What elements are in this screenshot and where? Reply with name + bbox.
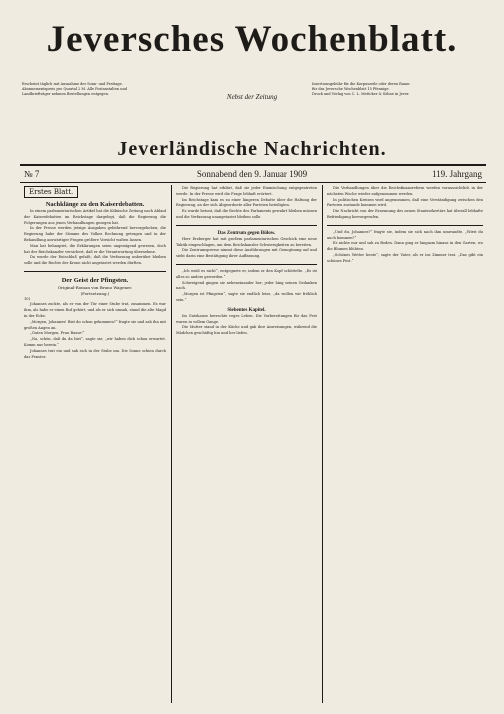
section-erstes-blatt: Erstes Blatt.: [24, 186, 78, 198]
rule-top: [20, 164, 486, 166]
article-paragraph: In politischen Kreisen wird angenommen, daß eine Verständigung zwischen den Parteien zustande kommen wird.: [327, 197, 483, 208]
article-paragraph: Im Gutshause herrschte reges Leben. Die Vorbereitungen für das Fest waren in vollem Gange.: [176, 313, 317, 324]
article-paragraph: Im Reichstage kam es zu einer längeren Debatte über die Haltung der Regierung, an der sich Abgeordnete aller Parteien beteiligten.: [176, 197, 317, 208]
masthead-title: Jeversches Wochenblatt.: [46, 19, 458, 60]
article-divider: [24, 271, 166, 272]
article-paragraph: „Und du, Johannes?“ fragte sie, indem sie sich nach ihm umwandte. „Wirst du auch kommen?“: [327, 229, 483, 240]
article-paragraph: Herr Erzberger hat mit großem parlamentarischen Geschick eine neue Taktik eingeschlagen, um dem Reichskanzler Schwierigkeiten zu bereiten.: [176, 236, 317, 247]
article-subtitle: Original-Roman von Bruno Wagener.: [57, 284, 133, 290]
article-title-geist: Der Geist der Pfingsten.: [61, 276, 129, 284]
chapter-title-siebentes: Siebentes Kapitel.: [227, 307, 266, 313]
column-middle: [176, 186, 317, 702]
article-paragraph: Johannes zuckte, als er von der Tür einer Stube trat, zusammen. Es war ihm, als habe er einen Ruf gehört, und als er sich umsah, stand die alte Magd in der Ecke.: [24, 302, 166, 318]
article-paragraph: Die Nachricht von der Ernennung des neuen Staatssekretärs hat überall lebhafte Befriedigung hervorgerufen.: [327, 209, 483, 219]
column-divider: [322, 185, 323, 703]
article-paragraph: Die Zentrumspresse nimmt diese Ausführungen mit Genugtuung auf und sieht darin eine Bestätigung ihrer Auffassung.: [176, 248, 317, 259]
article-paragraph: In der Presse werden jetzige Ausgaben gebührend hervorgehoben; die Regierung habe der Stimme des Volkes Rechnung getragen und in der Behandlung auswärtiger Fragen größere Vorsicht walten lassen.: [24, 226, 166, 242]
right-note-line: Insertionsgebühr für die Korpuszeile oder deren Raum: [312, 82, 410, 86]
column-left: [24, 186, 166, 702]
article-paragraph: „Ich weiß es nicht“, entgegnete er, indem er den Kopf schüttelte. „Es ist alles so anders geworden.“: [176, 268, 317, 279]
article-paragraph: Es wurde betont, daß die Rechte des Parlaments gewahrt bleiben müssen und die Verfassung unangetastet bleiben solle.: [176, 209, 317, 219]
article-paragraph: Die Mutter stand in der Küche und gab ihre Anweisungen, während die Mädchen geschäftig hin und her liefen.: [176, 325, 317, 336]
article-paragraph: Die Verhandlungen über die Reichsfinanzreform werden voraussichtlich in der nächsten Woche wieder aufgenommen werden.: [327, 186, 483, 196]
article-paragraph: „Schönes Wetter heute“, sagte der Vater, als er ins Zimmer trat. „Das gibt ein schönes Fest.“: [327, 252, 483, 263]
right-note-line: Druck und Verlag von C. L. Mettcker & Söhne in Jever.: [312, 92, 410, 96]
masthead-left-note: [22, 82, 192, 97]
article-paragraph: In einem parlamentarischen Artikel hat die Kölnische Zeitung nach Ablauf der Kaiserdebatten im Reichstage dargelegt, daß die Regierung die Folgerungen aus jenen Verhandlungen gezogen hat.: [24, 209, 166, 225]
right-note-line: für das Jeversche Wochenblatt 15 Pfennige.: [312, 87, 390, 91]
article-paragraph: „Morgen, Johannes! Bist du schon gekommen?“ fragte sie und sah ihn mit großen Augen an.: [24, 319, 166, 330]
left-note-line: Erscheint täglich mit Ausnahme der Sonn- und Festtage.: [22, 82, 123, 86]
masthead-right-note: [312, 82, 482, 97]
article-paragraph: Schweigend gingen sie nebeneinander her; jeder hing seinen Gedanken nach.: [176, 280, 317, 291]
article-paragraph: Man hat behauptet, die Erklärungen seien ungenügend gewesen, doch hat der Reichskanzler versichert, daß er die Verantwortung übernehme.: [24, 243, 166, 254]
article-paragraph: Die Regierung hat erklärt, daß sie jeder Einmischung entgegentreten werde. In der Presse wird die Frage lebhaft erörtert.: [176, 186, 317, 196]
article-paragraph: Er nickte nur und sah zu Boden. Dann ging er langsam hinaus in den Garten, wo die Blumen blühten.: [327, 241, 483, 252]
article-number: 10): [24, 296, 30, 301]
masthead-nebst: Nebst der Zeitung: [226, 93, 278, 101]
left-note-line: Abonnementspreis pro Quartal 2 M. Alle Postanstalten und: [22, 87, 128, 91]
article-paragraph: „Guten Morgen, Frau Rasse!“: [30, 331, 85, 336]
article-paragraph: Da wurde der Entschluß gefaßt, daß die Verfassung unberührt bleiben solle und die Rechte der Krone nicht angetastet werden dürften.: [24, 255, 166, 266]
article-paragraph: Johannes trat ein und sah sich in der Stube um. Die Sonne schien durch das Fenster.: [24, 348, 166, 359]
issue-number: № 7: [24, 169, 40, 179]
rule-info: [20, 182, 486, 183]
article-divider: [327, 225, 483, 226]
issue-year: 119. Jahrgang: [432, 169, 482, 179]
article-paragraph: „Morgen ist Pfingsten“, sagte sie endlich leise, „da wollen wir fröhlich sein.“: [176, 292, 317, 302]
article-divider: [176, 225, 317, 226]
article-divider: [176, 264, 317, 265]
article-paragraph: „Na, schön, daß du da bist“, sagte sie; „wir haben dich schon erwartet. Komm nur herein.“: [24, 337, 166, 347]
issue-date: Sonnabend den 9. Januar 1909: [196, 169, 308, 179]
column-right: [327, 186, 483, 702]
column-divider: [171, 185, 172, 703]
article-continuation: (Fortsetzung.): [80, 290, 110, 296]
left-note-line: Landbriefträger nehmen Bestellungen entgegen.: [22, 92, 109, 96]
article-title-zentrum: Das Zentrum gegen Bülow.: [217, 230, 276, 236]
masthead-subtitle: Jeverländische Nachrichten.: [117, 138, 387, 160]
article-title-nachklaenge: Nachklänge zu den Kaiserdebatten.: [45, 201, 145, 208]
